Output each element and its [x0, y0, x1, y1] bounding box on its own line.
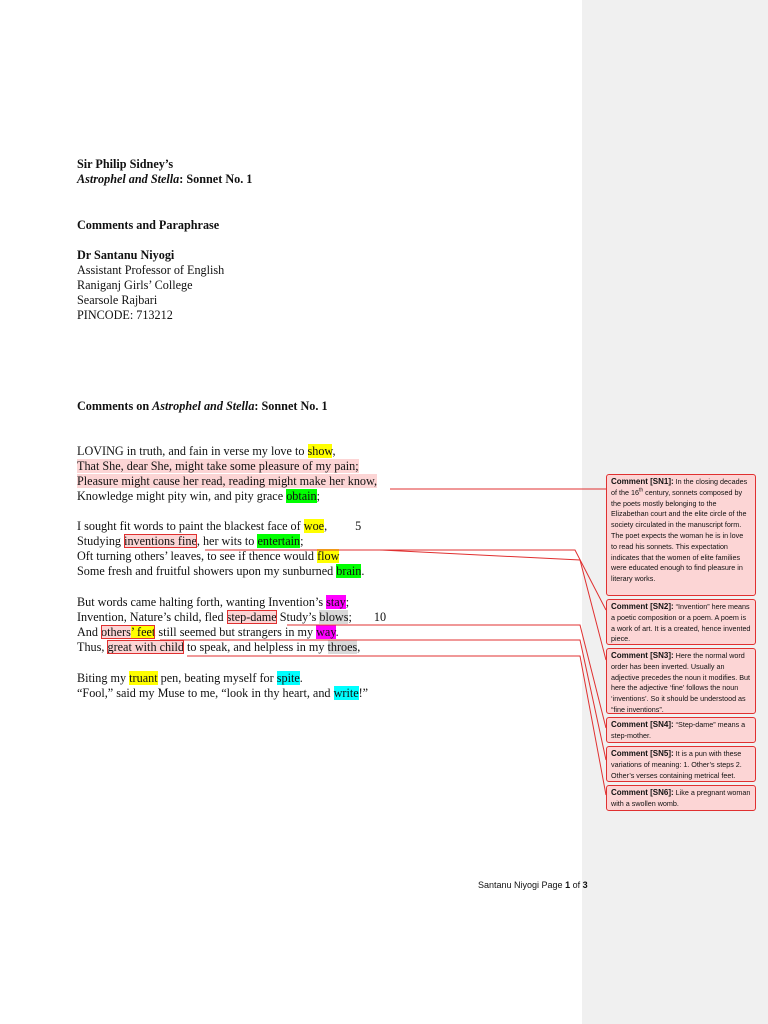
author-address: Searsole Rajbari [77, 293, 158, 307]
comment-anchor-sn6[interactable]: great with child [107, 640, 184, 654]
comment-label: Comment [SN6]: [611, 788, 674, 797]
comment-text: “Step-dame” means a step-mother. [611, 720, 746, 740]
highlight-woe: woe [303, 519, 325, 533]
comment-sn4[interactable] [606, 717, 756, 743]
poem-text: And [77, 625, 102, 639]
comment-anchor-sn3[interactable]: inventions fine [124, 534, 197, 548]
page-footer [478, 880, 588, 890]
header-title [77, 172, 252, 187]
poem-punct: , [324, 519, 328, 533]
author-pincode: PINCODE: 713212 [77, 308, 173, 322]
footer-total: 3 [582, 880, 588, 890]
poem-text: “Fool,” said my Muse to me, “look in thy heart, and [77, 686, 334, 700]
poem-line-14 [77, 686, 368, 701]
poem-text: Study’s [276, 610, 320, 624]
footer-page: 1 [565, 880, 571, 890]
highlight-truant: truant [129, 671, 158, 685]
poem-text: Studying [77, 534, 125, 548]
comment-anchor-sn1-end[interactable]: Pleasure might cause her read, reading might make her know, [77, 474, 378, 488]
poem-line-7 [77, 549, 339, 564]
comment-sn6[interactable] [606, 785, 756, 811]
comment-sn1[interactable] [606, 474, 756, 596]
poem-text: Invention, Nature’s child, fled [77, 610, 227, 624]
comment-text: “Invention” here means a poetic composition or a poem. A poem is a work of art. It is a created, hence invented piece. [611, 602, 751, 644]
poem-line-11 [77, 625, 339, 640]
comment-text: Like a pregnant woman with a swollen womb. [611, 788, 751, 808]
poem-line-2 [77, 459, 359, 474]
poem-punct: . [299, 671, 303, 685]
comment-text: century, sonnets composed by the poets mostly belonging to the Elizabethan court and the elite circle of the society circulated in the manuscript form. [611, 487, 747, 530]
highlight-obtain: obtain [286, 489, 317, 503]
poem-line-6 [77, 534, 303, 549]
highlight-stay: stay [326, 595, 346, 609]
line-number: 10 [373, 610, 387, 624]
poem-line-4 [77, 489, 320, 504]
author-title: Assistant Professor of English [77, 263, 225, 277]
comment-text: It is a pun with these variations of meaning: 1. Other’s steps 2. Other’s verses containing metrical feet. [611, 749, 742, 780]
section-heading: Comments and Paraphrase [77, 218, 220, 232]
comment-anchor-sn4[interactable]: step-dame [226, 610, 277, 624]
comment-sn2[interactable] [606, 599, 756, 645]
comment-text: In the closing decades of the 16 [611, 477, 748, 497]
comments-heading-italic: Astrophel and Stella [152, 399, 255, 413]
poem-punct: !” [358, 686, 369, 700]
comment-anchor-sn5-a: others [101, 625, 131, 639]
poem-line-10 [77, 610, 386, 625]
poem-text: Knowledge might pity win, and pity grace [77, 489, 287, 503]
poem-text: Thus, [77, 640, 108, 654]
comments-heading-pre: Comments on [77, 399, 153, 413]
poem-text: , her wits to [196, 534, 258, 548]
poem-punct: ; [300, 534, 304, 548]
poem-text: still seemed but strangers in my [155, 625, 317, 639]
poem-line-3 [77, 474, 377, 489]
comment-anchor-sn5-b: ’ feet [130, 625, 156, 639]
poem-line-9 [77, 595, 349, 610]
poem-text: pen, beating myself for [157, 671, 277, 685]
comment-anchor-sn1[interactable]: That She, dear She, might take some pleasure of my pain; [77, 459, 359, 473]
comment-sup: th [638, 487, 644, 494]
poem-text: But words came halting forth, wanting Invention’s [77, 595, 327, 609]
highlight-brain: brain [336, 564, 362, 578]
poem-text: LOVING in truth, and fain in verse my love to [77, 444, 308, 458]
author-name: Dr Santanu Niyogi [77, 248, 175, 262]
line-number: 5 [355, 519, 362, 533]
poem-line-12 [77, 640, 360, 655]
highlight-write: write [333, 686, 359, 700]
author-college: Raniganj Girls’ College [77, 278, 193, 292]
highlight-show: show [307, 444, 333, 458]
comment-text: Here the normal word order has been inverted. Usually an adjective precedes the noun it modifies. But here the adjective ‘fine’ follows the noun ‘inventions’. So it should be understood as “fine inventions”. [611, 651, 751, 714]
comment-label: Comment [SN4]: [611, 720, 674, 729]
comments-heading-post: : Sonnet No. 1 [254, 399, 328, 413]
poem-punct: . [361, 564, 365, 578]
poem-text: Biting my [77, 671, 130, 685]
highlight-throes: throes [327, 640, 358, 654]
comment-text: The poet expects the woman he is in love to read his sonnets. This expectation indicates that the women of elite families were educated enough to find pleasure in literary works. [611, 530, 744, 584]
comment-sn5[interactable] [606, 746, 756, 782]
poem-line-13 [77, 671, 303, 686]
poem-text: to speak, and helpless in my [183, 640, 328, 654]
poem-text: I sought fit words to paint the blackest face of [77, 519, 304, 533]
poem-line-1 [77, 444, 336, 459]
highlight-way: way [316, 625, 336, 639]
poem-text: Oft turning others’ leaves, to see if thence would [77, 549, 318, 563]
poem-punct: ; [348, 610, 352, 624]
comment-sn3[interactable] [606, 648, 756, 714]
highlight-blows: blows [319, 610, 349, 624]
poem-punct: ; [316, 489, 321, 503]
header-title-italic: Astrophel and Stella [77, 172, 180, 186]
comment-label: Comment [SN2]: [611, 602, 674, 611]
comment-anchor-sn5[interactable] [101, 625, 155, 639]
footer-text: of [570, 880, 583, 890]
comment-label: Comment [SN3]: [611, 651, 674, 660]
highlight-entertain: entertain [257, 534, 301, 548]
poem-punct: ; [345, 595, 350, 609]
highlight-spite: spite [276, 671, 300, 685]
poem-punct: , [332, 444, 336, 458]
highlight-flow: flow [317, 549, 340, 563]
header-title-rest: : Sonnet No. 1 [179, 172, 253, 186]
poem-line-5 [77, 519, 361, 534]
poem-punct: . [335, 625, 339, 639]
header-author-line: Sir Philip Sidney’s [77, 157, 174, 171]
poem-line-8 [77, 564, 364, 579]
poem-text: Some fresh and fruitful showers upon my sunburned [77, 564, 337, 578]
comment-label: Comment [SN5]: [611, 749, 674, 758]
footer-text: Santanu Niyogi Page [478, 880, 566, 890]
comment-label: Comment [SN1]: [611, 477, 674, 486]
comments-heading [77, 399, 328, 414]
poem-punct: , [357, 640, 361, 654]
